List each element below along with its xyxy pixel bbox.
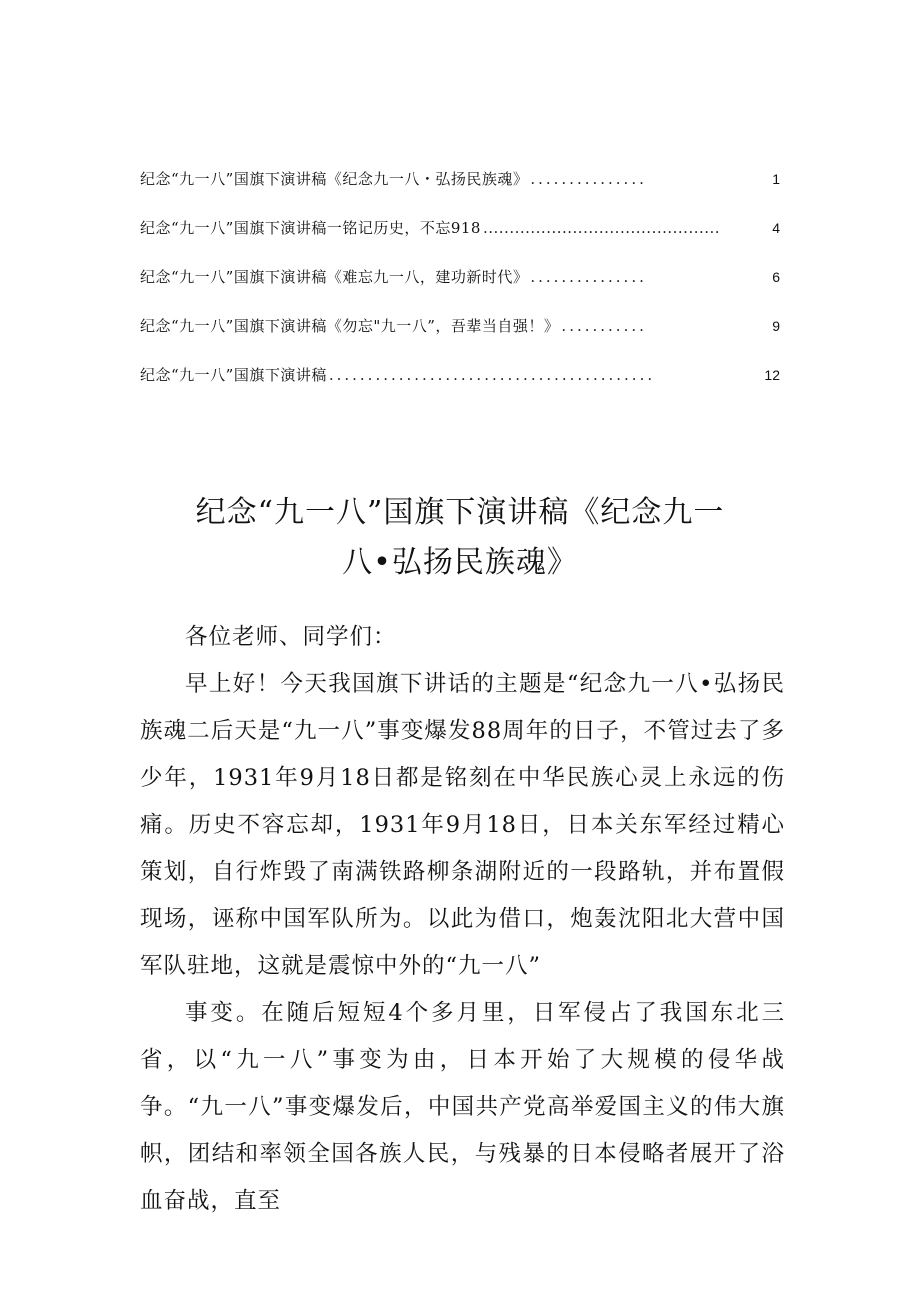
article-title bbox=[140, 488, 780, 588]
toc-entry[interactable] bbox=[140, 315, 780, 339]
article-title-line-2: 八•弘扬民族魂》 bbox=[342, 545, 578, 580]
toc-entry-title[interactable]: 纪念“九一八”国旗下演讲稿一铭记历史，不忘918 bbox=[140, 219, 481, 237]
paragraph: 事变。在随后短短4个多月里，日军侵占了我国东北三省，以“九一八”事变为由，日本开始了大规模的侵华战争。“九一八”事变爆发后，中国共产党高举爱国主义的伟大旗帜，团结和率领全国各族人民，与残暴的日本侵略者展开了浴血奋战，直至 bbox=[140, 1000, 785, 1214]
toc-entry[interactable] bbox=[140, 364, 780, 388]
greeting: 各位老师、同学们： bbox=[185, 624, 397, 650]
toc-entry-title[interactable]: 纪念“九一八”国旗下演讲稿 bbox=[140, 366, 327, 384]
table-of-contents bbox=[140, 168, 780, 413]
toc-entry-page[interactable]: 6 bbox=[772, 269, 780, 285]
toc-entry-leader: ............................................. bbox=[482, 219, 721, 237]
toc-entry[interactable] bbox=[140, 217, 780, 241]
toc-entry-title[interactable]: 纪念“九一八”国旗下演讲稿《纪念九一八・弘扬民族魂》 bbox=[140, 170, 529, 188]
toc-entry-page[interactable]: 12 bbox=[764, 367, 780, 383]
toc-entry-page[interactable]: 1 bbox=[772, 171, 780, 187]
toc-entry-leader: ............... bbox=[530, 170, 647, 188]
toc-entry[interactable] bbox=[140, 266, 780, 290]
toc-entry[interactable] bbox=[140, 168, 780, 192]
toc-entry-leader: ............... bbox=[530, 268, 647, 286]
toc-entry-title[interactable]: 纪念“九一八”国旗下演讲稿《难忘九一八，建功新时代》 bbox=[140, 268, 529, 286]
paragraph: 早上好！今天我国旗下讲话的主题是“纪念九一八•弘扬民族魂二后天是“九一八”事变爆发88周年的日子，不管过去了多少年，1931年9月18日都是铭刻在中华民族心灵上永远的伤痛。历史不容忘却，1931年9月18日，日本关东军经过精心策划，自行炸毁了南满铁路柳条湖附近的一段路轨，并布置假现场，诬称中国军队所为。以此为借口，炮轰沈阳北大营中国军队驻地，这就是震惊中外的“九一八” bbox=[140, 671, 785, 979]
toc-entry-title[interactable]: 纪念“九一八”国旗下演讲稿《勿忘"九一八”，吾辈当自强！》 bbox=[140, 317, 560, 335]
toc-entry-leader: .......................................... bbox=[328, 366, 656, 384]
toc-entry-leader: ........... bbox=[561, 317, 647, 335]
toc-entry-page[interactable]: 9 bbox=[772, 318, 780, 334]
toc-entry-page[interactable]: 4 bbox=[772, 220, 780, 236]
article-title-line-1: 纪念“九一八”国旗下演讲稿《纪念九一 bbox=[195, 495, 725, 530]
article-body bbox=[140, 614, 785, 1225]
